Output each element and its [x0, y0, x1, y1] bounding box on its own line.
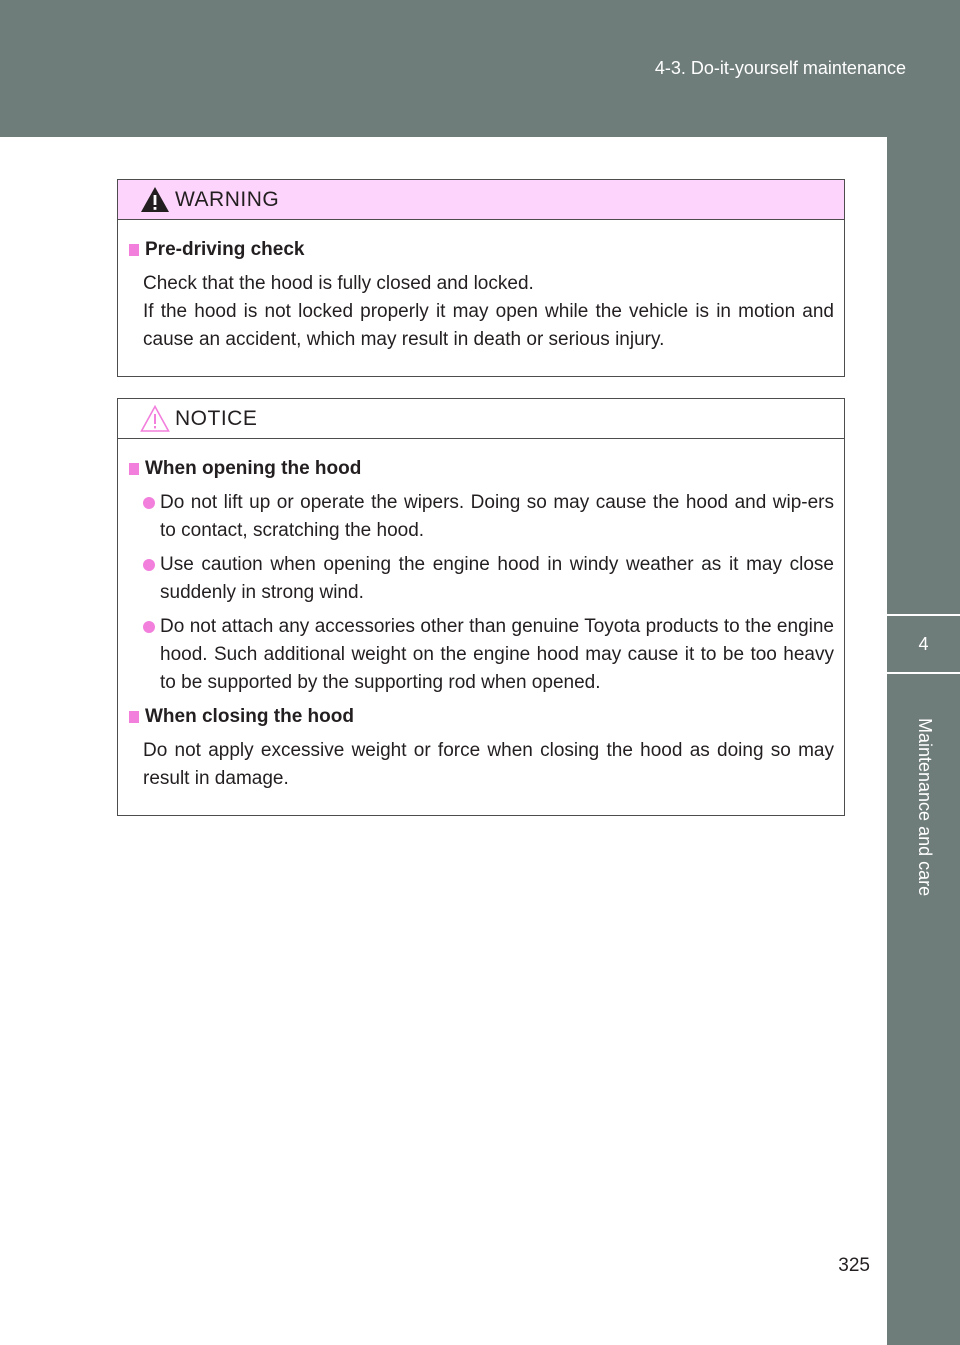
notice-body: [118, 439, 844, 815]
warning-title: WARNING: [175, 188, 280, 211]
warning-line-1: Check that the hood is fully closed and locked.: [143, 273, 534, 294]
warning-subheading: Pre-driving check: [129, 236, 834, 264]
notice-box: [117, 398, 845, 816]
header-band: [0, 0, 960, 137]
notice-bullet: Do not lift up or operate the wipers. Doing so may cause the hood and wip-ers to contact, scratching the hood.: [129, 489, 834, 545]
notice-subheading-opening: When opening the hood: [129, 455, 834, 483]
square-bullet-icon: [129, 463, 139, 475]
chapter-number: 4: [887, 614, 960, 674]
warning-line-2: If the hood is not locked properly it may open while the vehicle is in motion and cause an accident, which may result in death or serious injury.: [143, 301, 834, 350]
round-bullet-icon: [143, 559, 155, 571]
notice-triangle-icon: [140, 405, 170, 432]
notice-bullet: Do not attach any accessories other than genuine Toyota products to the engine hood. Such additional weight on the engine hood may cause it to be too heavy to be supported by the supporting rod when opened.: [129, 613, 834, 697]
square-bullet-icon: [129, 711, 139, 723]
warning-body: [118, 220, 844, 376]
section-title: 4-3. Do-it-yourself maintenance: [654, 58, 906, 78]
warning-box: [117, 179, 845, 377]
notice-bullet: Use caution when opening the engine hood in windy weather as it may close suddenly in strong wind.: [129, 551, 834, 607]
warning-header: [118, 180, 844, 220]
warning-text: [129, 270, 834, 354]
round-bullet-icon: [143, 497, 155, 509]
square-bullet-icon: [129, 244, 139, 256]
notice-subheading-closing: When closing the hood: [129, 703, 834, 731]
chapter-title: Maintenance and care: [915, 718, 935, 897]
warning-triangle-icon: [140, 186, 170, 213]
notice-closing-text: Do not apply excessive weight or force when closing the hood as doing so may result in damage.: [143, 740, 834, 789]
notice-header: [118, 399, 844, 439]
page-number: 325: [838, 1255, 870, 1276]
notice-title: NOTICE: [175, 407, 258, 430]
round-bullet-icon: [143, 621, 155, 633]
